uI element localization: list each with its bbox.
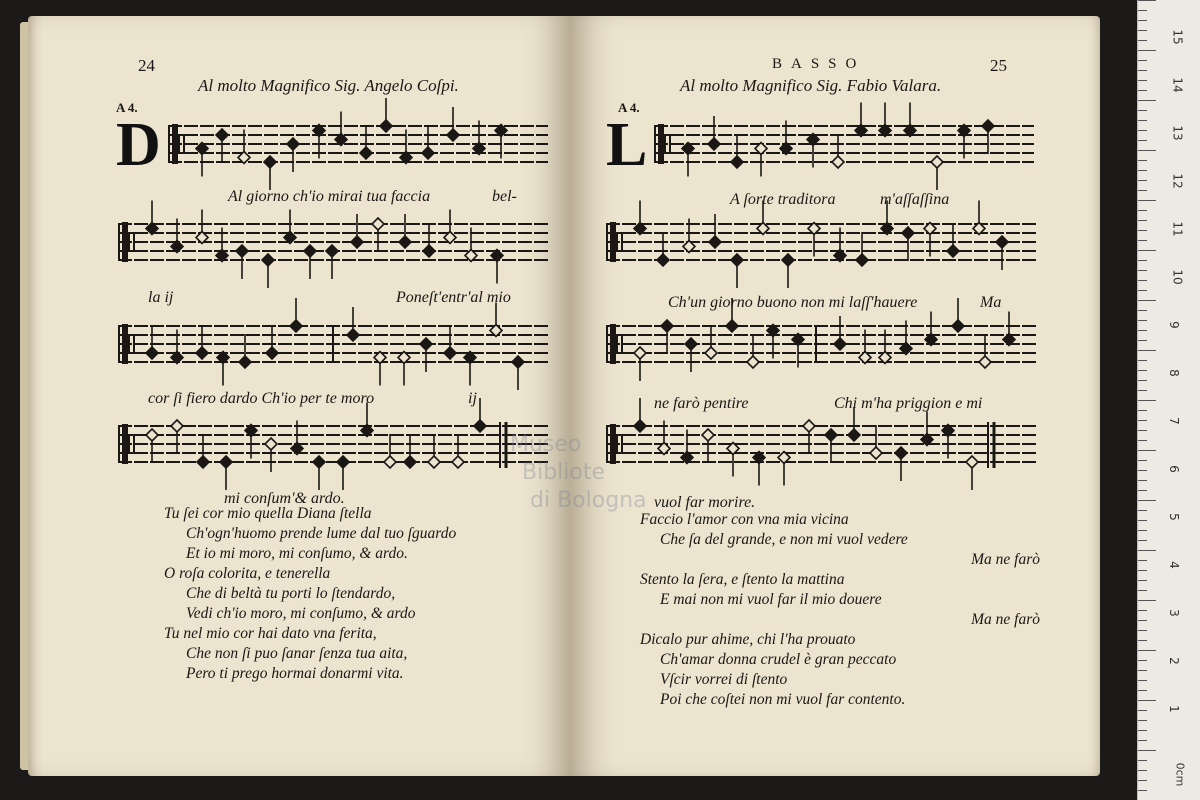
- note-icon: [428, 434, 440, 468]
- note-icon: [661, 320, 673, 354]
- lyric-line: Al giorno ch'io mirai tua faccia: [228, 188, 431, 205]
- note-icon: [360, 125, 372, 159]
- ruler-tick: [1138, 490, 1147, 491]
- ruler-tick: [1138, 160, 1147, 161]
- library-watermark: Bibliote: [522, 460, 606, 485]
- stanza-line: Stento la ſera, e ſtento la mattina: [640, 571, 845, 588]
- note-icon: [452, 434, 464, 468]
- note-icon: [966, 456, 978, 490]
- ruler-number: 4: [1166, 561, 1181, 569]
- stanza-line: Pero ti prego hormai donarmi vita.: [186, 665, 404, 682]
- ruler-tick: [1138, 330, 1147, 331]
- stanza-line: Et io mi moro, mi conſumo, & ardo.: [186, 545, 408, 562]
- ruler-tick: [1138, 310, 1147, 311]
- music-staff-4: [118, 414, 548, 484]
- note-icon: [778, 452, 790, 486]
- music-staff-3: [118, 314, 548, 384]
- note-icon: [634, 201, 646, 235]
- ruler-tick: [1138, 560, 1147, 561]
- note-icon: [196, 325, 208, 359]
- note-icon: [921, 412, 933, 446]
- ruler-number: 6: [1166, 465, 1181, 473]
- note-icon: [947, 223, 959, 257]
- ruler-tick: [1138, 470, 1147, 471]
- note-icon: [856, 232, 868, 266]
- ruler-number: 8: [1166, 369, 1181, 377]
- stanza-line: Poi che coſtei non mi vuol far contento.: [660, 691, 906, 708]
- ruler-tick: [1138, 250, 1156, 251]
- lyric-line: Ch'un giorno buono non mi laſſ'hauere: [668, 294, 918, 311]
- note-icon: [351, 214, 363, 248]
- note-icon: [634, 347, 646, 381]
- decorated-initial: L: [606, 111, 648, 179]
- ruler-tick: [1138, 450, 1156, 451]
- ruler-tick: [1138, 20, 1147, 21]
- note-icon: [239, 334, 251, 368]
- ruler-tick: [1138, 400, 1156, 401]
- lyric-line: vuol far morire.: [654, 494, 756, 511]
- note-icon: [266, 325, 278, 359]
- lyric-line: m'aſſaſſina: [880, 191, 950, 208]
- note-icon: [216, 129, 228, 163]
- ruler-tick: [1138, 320, 1147, 321]
- ruler-tick: [1138, 740, 1147, 741]
- music-staff-2: [118, 212, 548, 282]
- ruler-tick: [1138, 90, 1147, 91]
- lyric-line: la ij: [148, 289, 174, 306]
- note-icon: [705, 325, 717, 359]
- library-watermark: Museo: [510, 432, 582, 457]
- note-icon: [236, 245, 248, 279]
- ruler-tick: [1138, 720, 1147, 721]
- page-number: 25: [990, 56, 1007, 75]
- ruler-tick: [1138, 760, 1147, 761]
- stanza-line: Vedi ch'io moro, mi conſumo, & ardo: [186, 605, 416, 622]
- ruler-tick: [1138, 200, 1156, 201]
- ruler-number: 10: [1170, 269, 1185, 285]
- poem-stanza: [164, 504, 456, 684]
- note-icon: [902, 227, 914, 261]
- lyric-line: mi conſum'& ardo.: [224, 490, 345, 507]
- lyric-line: Poneſt'entr'al mio: [396, 289, 511, 306]
- music-staff-2: [606, 212, 1036, 282]
- ruler-tick: [1138, 240, 1147, 241]
- note-icon: [398, 352, 410, 386]
- ruler-tick: [1138, 600, 1156, 601]
- note-icon: [444, 325, 456, 359]
- note-icon: [982, 120, 994, 154]
- mensuration-mark: A 4.: [618, 100, 640, 115]
- note-icon: [380, 98, 392, 132]
- note-icon: [171, 420, 183, 454]
- ruler-tick: [1138, 380, 1147, 381]
- note-icon: [834, 316, 846, 350]
- note-icon: [399, 214, 411, 248]
- clef-icon: [610, 324, 622, 364]
- clef-icon: [658, 124, 670, 164]
- ruler-tick: [1138, 370, 1147, 371]
- ruler-tick: [1138, 610, 1147, 611]
- ruler-tick: [1138, 710, 1147, 711]
- note-icon: [855, 103, 867, 137]
- ruler-number: 2: [1166, 657, 1181, 665]
- ruler-tick: [1138, 60, 1147, 61]
- stanza-line: Che non ſi puo ſanar ſenza tua aita,: [186, 645, 408, 662]
- lyric-line: Ma: [980, 294, 1002, 311]
- note-icon: [782, 254, 794, 288]
- open-book: [28, 16, 1100, 776]
- lyric-line: Chi m'ha priggion e mi: [834, 395, 983, 412]
- ruler-number: 1: [1166, 705, 1181, 713]
- ruler-number: 13: [1170, 125, 1185, 141]
- ruler-tick: [1138, 530, 1147, 531]
- ruler-tick: [1138, 500, 1156, 501]
- ruler-tick: [1138, 40, 1147, 41]
- ruler-tick: [1138, 680, 1147, 681]
- note-icon: [731, 134, 743, 168]
- ruler-tick: [1138, 340, 1147, 341]
- ruler-tick: [1138, 650, 1156, 651]
- ruler-tick: [1138, 670, 1147, 671]
- ruler-tick: [1138, 770, 1147, 771]
- ruler-tick: [1138, 180, 1147, 181]
- note-icon: [979, 334, 991, 368]
- music-staff-1: [654, 114, 1034, 184]
- note-icon: [264, 156, 276, 190]
- right-page: [510, 16, 1100, 776]
- left-page: [28, 16, 570, 776]
- ruler-number: 7: [1166, 417, 1181, 425]
- note-icon: [634, 398, 646, 432]
- ruler-tick: [1138, 30, 1147, 31]
- note-icon: [220, 456, 232, 490]
- ruler-tick: [1138, 170, 1147, 171]
- ruler-number: 9: [1166, 321, 1181, 329]
- ruler-number: 14: [1170, 77, 1185, 93]
- ruler-tick: [1138, 660, 1147, 661]
- note-icon: [904, 103, 916, 137]
- note-icon: [753, 452, 765, 486]
- ruler-tick: [1138, 10, 1147, 11]
- ruler-tick: [1138, 510, 1147, 511]
- ruler-tick: [1138, 300, 1156, 301]
- note-icon: [447, 107, 459, 141]
- note-icon: [825, 429, 837, 463]
- note-icon: [464, 352, 476, 386]
- note-icon: [304, 245, 316, 279]
- clef-icon: [172, 124, 184, 164]
- stanza-line: Dicalo pur ahime, chi l'ha prouato: [640, 631, 856, 648]
- ruler-tick: [1138, 460, 1147, 461]
- ruler-tick: [1138, 730, 1147, 731]
- note-icon: [337, 456, 349, 490]
- lyric-line: ij: [468, 390, 477, 407]
- note-icon: [512, 356, 524, 390]
- note-icon: [491, 250, 503, 284]
- ruler-tick: [1138, 0, 1156, 1]
- note-icon: [925, 312, 937, 346]
- note-icon: [931, 156, 943, 190]
- ruler-tick: [1138, 550, 1156, 551]
- note-icon: [996, 236, 1008, 270]
- note-icon: [709, 214, 721, 248]
- note-icon: [326, 245, 338, 279]
- note-icon: [146, 325, 158, 359]
- note-icon: [217, 352, 229, 386]
- ruler-tick: [1138, 700, 1156, 701]
- stanza-line: Ma ne farò: [971, 551, 1040, 568]
- ruler-number: 15: [1170, 29, 1185, 45]
- note-icon: [384, 434, 396, 468]
- poem-stanza: [640, 510, 1040, 710]
- ruler-tick: [1138, 540, 1147, 541]
- note-icon: [657, 232, 669, 266]
- ruler-tick: [1138, 620, 1147, 621]
- lyric-line: A ſorte traditora: [730, 191, 836, 208]
- note-icon: [832, 134, 844, 168]
- lyric-line: bel-: [492, 188, 517, 205]
- ruler-tick: [1138, 260, 1147, 261]
- ruler-tick: [1138, 80, 1147, 81]
- ruler-tick: [1138, 420, 1147, 421]
- note-icon: [952, 298, 964, 332]
- voice-part-heading: BASSO: [772, 56, 866, 72]
- note-icon: [372, 218, 384, 252]
- stanza-line: Ch'ogn'huomo prende lume dal tuo ſguardo: [186, 525, 457, 542]
- note-icon: [287, 138, 299, 172]
- note-icon: [290, 298, 302, 332]
- note-icon: [265, 438, 277, 472]
- stanza-line: Faccio l'amor con vna mia vicina: [640, 511, 849, 528]
- ruler-number: 11: [1170, 221, 1185, 237]
- ruler-number: 3: [1166, 609, 1181, 617]
- ruler-tick: [1138, 140, 1147, 141]
- note-icon: [895, 447, 907, 481]
- note-icon: [374, 352, 386, 386]
- ruler-tick: [1138, 410, 1147, 411]
- stanza-line: O roſa colorita, e tenerella: [164, 565, 331, 582]
- ruler-tick: [1138, 430, 1147, 431]
- ruler-tick: [1138, 640, 1147, 641]
- note-icon: [490, 303, 502, 337]
- ruler-tick: [1138, 190, 1147, 191]
- note-icon: [685, 338, 697, 372]
- note-icon: [313, 456, 325, 490]
- ruler-tick: [1138, 580, 1147, 581]
- ruler-number: 12: [1170, 173, 1185, 189]
- stanza-line: Tu nel mio cor hai dato vna ferita,: [164, 625, 377, 642]
- ruler-tick: [1138, 210, 1147, 211]
- note-icon: [747, 334, 759, 368]
- ruler-tick: [1138, 290, 1147, 291]
- ruler-tick: [1138, 390, 1147, 391]
- stanza-line: Vſcir vorrei di ſtento: [660, 671, 788, 688]
- measuring-ruler: [1137, 0, 1200, 800]
- ruler-tick: [1138, 50, 1156, 51]
- clef-icon: [610, 222, 622, 262]
- note-icon: [423, 223, 435, 257]
- page-number: 24: [138, 56, 155, 75]
- ruler-tick: [1138, 690, 1147, 691]
- note-icon: [262, 254, 274, 288]
- ruler-tick: [1138, 220, 1147, 221]
- clef-icon: [122, 324, 134, 364]
- note-icon: [727, 443, 739, 477]
- clef-icon: [610, 424, 622, 464]
- ruler-tick: [1138, 150, 1156, 151]
- music-staff-4: [606, 414, 1036, 484]
- ruler-tick: [1138, 590, 1147, 591]
- ruler-tick: [1138, 480, 1147, 481]
- dedication: Al molto Magnifico Sig. Fabio Valara.: [680, 76, 942, 95]
- note-icon: [146, 429, 158, 463]
- note-icon: [870, 425, 882, 459]
- note-icon: [197, 434, 209, 468]
- note-icon: [347, 307, 359, 341]
- note-icon: [803, 420, 815, 454]
- note-icon: [335, 112, 347, 146]
- stanza-line: Ma ne farò: [971, 611, 1040, 628]
- ruler-tick: [1138, 790, 1147, 791]
- decorated-initial: D: [116, 111, 161, 179]
- note-icon: [420, 338, 432, 372]
- stanza-line: Che ſa del grande, e non mi vuol vedere: [660, 531, 908, 548]
- clef-icon: [122, 222, 134, 262]
- ruler-tick: [1138, 270, 1147, 271]
- ruler-tick: [1138, 570, 1147, 571]
- mensuration-mark: A 4.: [116, 100, 138, 115]
- ruler-tick: [1138, 350, 1156, 351]
- ruler-tick: [1138, 440, 1147, 441]
- ruler-number: 5: [1166, 513, 1181, 521]
- lyric-line: ne farò pentire: [654, 395, 749, 412]
- clef-icon: [122, 424, 134, 464]
- music-staff-3: [606, 314, 1036, 384]
- note-icon: [708, 116, 720, 150]
- ruler-tick: [1138, 70, 1147, 71]
- ruler-tick: [1138, 120, 1147, 121]
- note-icon: [1003, 312, 1015, 346]
- note-icon: [196, 143, 208, 177]
- ruler-tick: [1138, 750, 1156, 751]
- note-icon: [422, 125, 434, 159]
- stanza-line: Tu ſei cor mio quella Diana ſtella: [164, 505, 372, 522]
- stanza-line: E mai non mi vuol far il mio douere: [660, 591, 882, 608]
- ruler-tick: [1138, 230, 1147, 231]
- ruler-tick: [1138, 360, 1147, 361]
- ruler-tick: [1138, 630, 1147, 631]
- note-icon: [196, 210, 208, 244]
- lyric-line: cor ſi fiero dardo Ch'io per te moro: [148, 390, 375, 407]
- stanza-line: Ch'amar donna crudel è gran peccato: [660, 651, 897, 668]
- ruler-tick: [1138, 130, 1147, 131]
- note-icon: [731, 254, 743, 288]
- note-icon: [404, 434, 416, 468]
- note-icon: [702, 429, 714, 463]
- note-icon: [973, 201, 985, 235]
- ruler-tick: [1138, 780, 1147, 781]
- ruler-tick: [1138, 520, 1147, 521]
- note-icon: [755, 143, 767, 177]
- dedication: Al molto Magnifico Sig. Angelo Coſpi.: [198, 76, 459, 95]
- ruler-tick: [1138, 280, 1147, 281]
- note-icon: [284, 210, 296, 244]
- stanza-line: Che di beltà tu porti lo ſtendardo,: [186, 585, 396, 602]
- music-staff-1: [168, 114, 548, 184]
- library-watermark: di Bologna: [530, 488, 647, 513]
- note-icon: [146, 201, 158, 235]
- ruler-unit-label: 0cm: [1173, 762, 1187, 787]
- note-icon: [444, 210, 456, 244]
- note-icon: [682, 143, 694, 177]
- ruler-tick: [1138, 110, 1147, 111]
- ruler-tick: [1138, 100, 1156, 101]
- note-icon: [879, 103, 891, 137]
